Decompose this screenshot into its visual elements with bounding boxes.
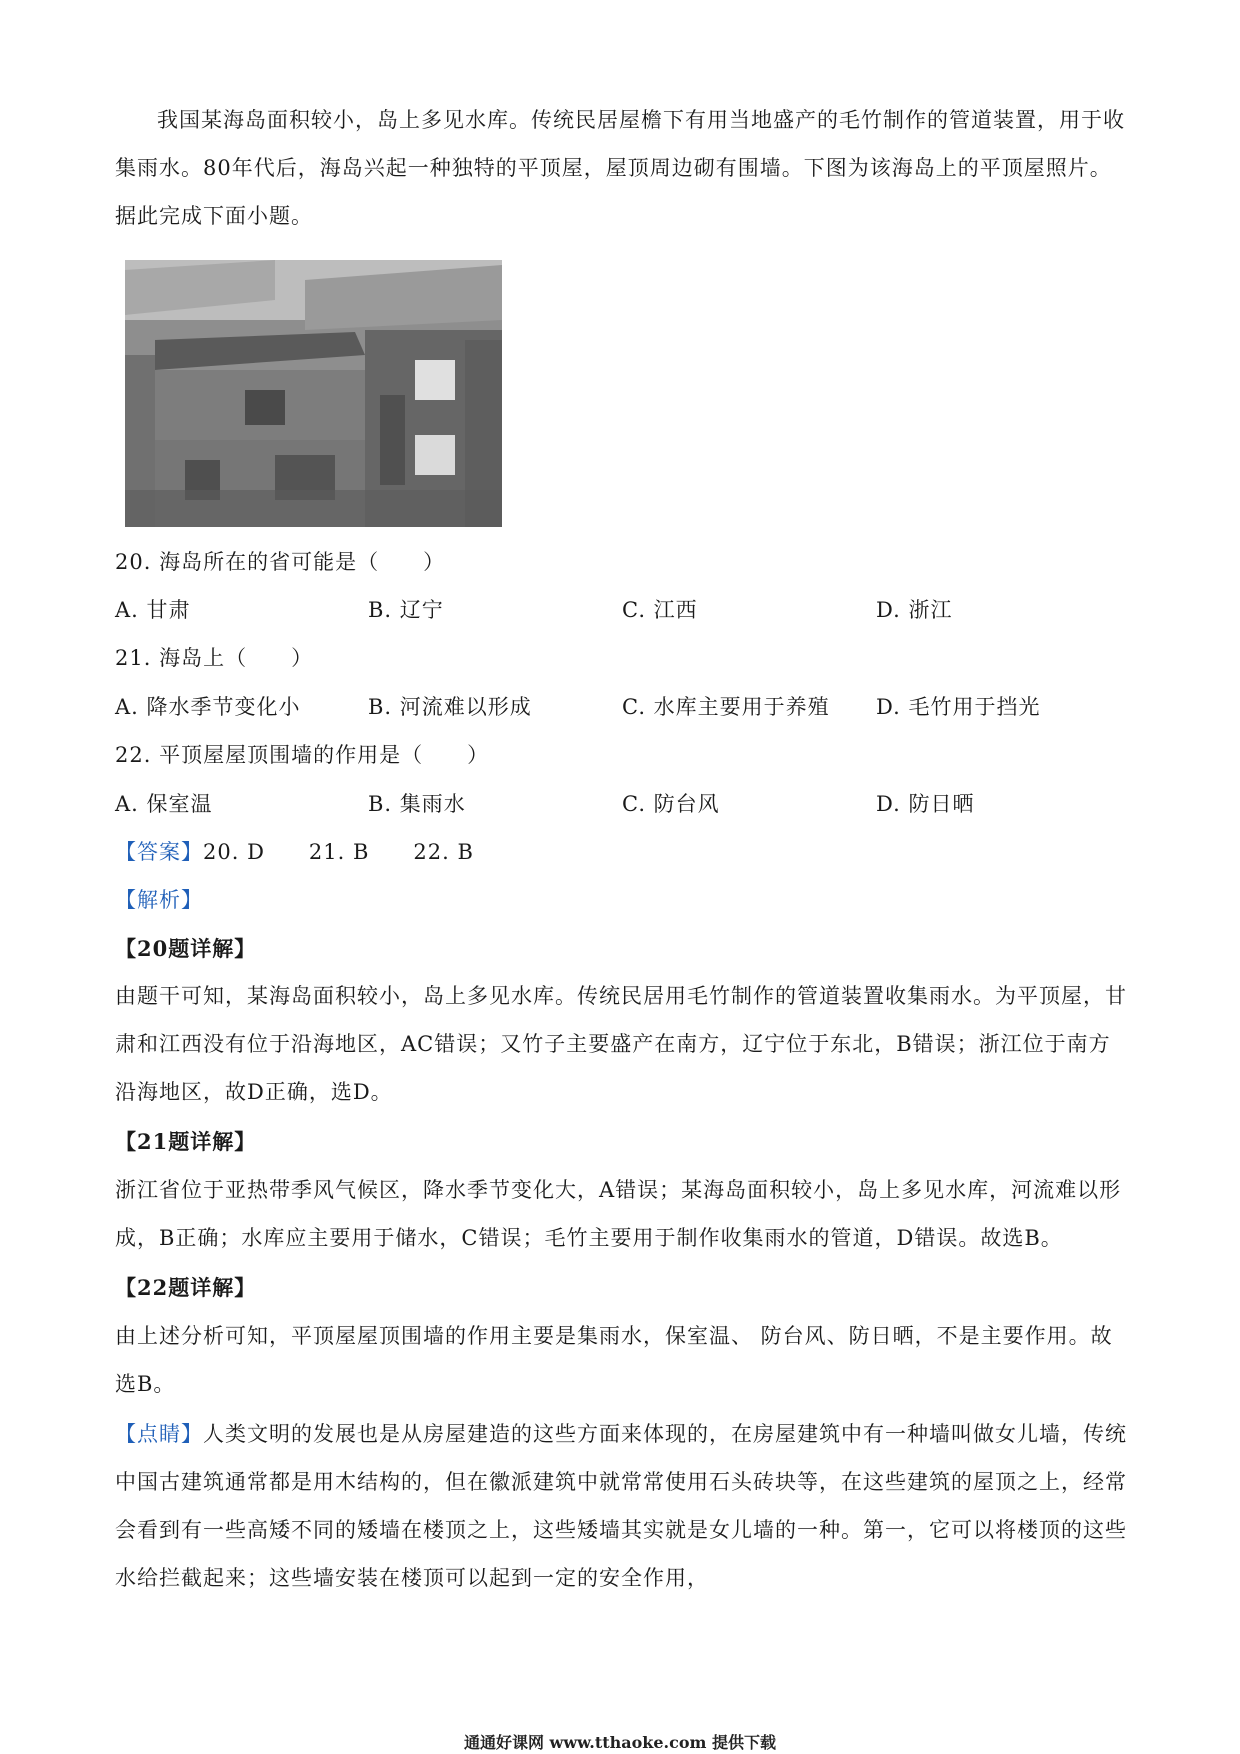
analysis-label: 【解析】: [115, 888, 203, 912]
tip-text: 人类文明的发展也是从房屋建造的这些方面来体现的，在房屋建筑中有一种墙叫做女儿墙，传统中国古建筑通常都是用木结构的，但在徽派建筑中就常常使用石头砖块等，在这些建筑的屋顶之上，经常会看到有一些高矮不同的矮墙在楼顶之上，这些矮墙其实就是女儿墙的一种。第一，它可以将楼顶的这些水给拦截起来；这些墙安装在楼顶可以起到一定的安全作用，: [115, 1422, 1127, 1590]
answer-text: 20. D 21. B 22. B: [203, 840, 474, 864]
detail-21-text: 浙江省位于亚热带季风气候区，降水季节变化大，A错误；某海岛面积较小，岛上多见水库，河流难以形成，B正确；水库应主要用于储水，C错误；毛竹主要用于制作收集雨水的管道，D错误。故选B。: [115, 1178, 1122, 1250]
question-22-option-d: D. 防日晒: [876, 792, 975, 816]
page-footer: 通通好课网 www.tthaoke.com 提供下载: [463, 1733, 777, 1752]
question-20-option-b: B. 辽宁: [368, 598, 444, 622]
question-22-stem: 22. 平顶屋屋顶围墙的作用是（ ）: [115, 743, 490, 767]
question-21-option-d: D. 毛竹用于挡光: [876, 695, 1041, 719]
question-21-option-b: B. 河流难以形成: [368, 695, 532, 719]
detail-20-title: 【20题详解】: [115, 936, 257, 961]
detail-22-text: 由上述分析可知，平顶屋屋顶围墙的作用主要是集雨水，保室温、 防台风、防日晒，不是主要作用。故选B。: [115, 1324, 1113, 1396]
intro-paragraph: 我国某海岛面积较小，岛上多见水库。传统民居屋檐下有用当地盛产的毛竹制作的管道装置，用于收集雨水。80年代后，海岛兴起一种独特的平顶屋，屋顶周边砌有围墙。下图为该海岛上的平顶屋照片。据此完成下面小题。: [115, 108, 1125, 228]
flat-roof-house-photo: [125, 260, 502, 527]
answer-line: [115, 838, 474, 866]
tip-paragraph: [115, 1410, 1130, 1602]
question-20-option-a: A. 甘肃: [115, 598, 191, 622]
question-20-option-c: C. 江西: [622, 598, 698, 622]
detail-21-title: 【21题详解】: [115, 1129, 257, 1154]
question-22-option-a: A. 保室温: [115, 792, 213, 816]
question-21-option-c: C. 水库主要用于养殖: [622, 695, 830, 719]
question-21-stem: 21. 海岛上（ ）: [115, 646, 314, 670]
tip-label: 【点睛】: [115, 1422, 203, 1446]
question-20-stem: 20. 海岛所在的省可能是（ ）: [115, 550, 446, 574]
detail-22-title: 【22题详解】: [115, 1275, 257, 1300]
question-22-option-b: B. 集雨水: [368, 792, 466, 816]
question-20-option-d: D. 浙江: [876, 598, 953, 622]
answer-label: 【答案】: [115, 840, 203, 864]
detail-20-text: 由题干可知，某海岛面积较小，岛上多见水库。传统民居用毛竹制作的管道装置收集雨水。为平顶屋，甘肃和江西没有位于沿海地区，AC错误；又竹子主要盛产在南方，辽宁位于东北，B错误；浙江位于南方沿海地区，故D正确，选D。: [115, 984, 1127, 1104]
question-21-option-a: A. 降水季节变化小: [115, 695, 301, 719]
question-22-option-c: C. 防台风: [622, 792, 720, 816]
